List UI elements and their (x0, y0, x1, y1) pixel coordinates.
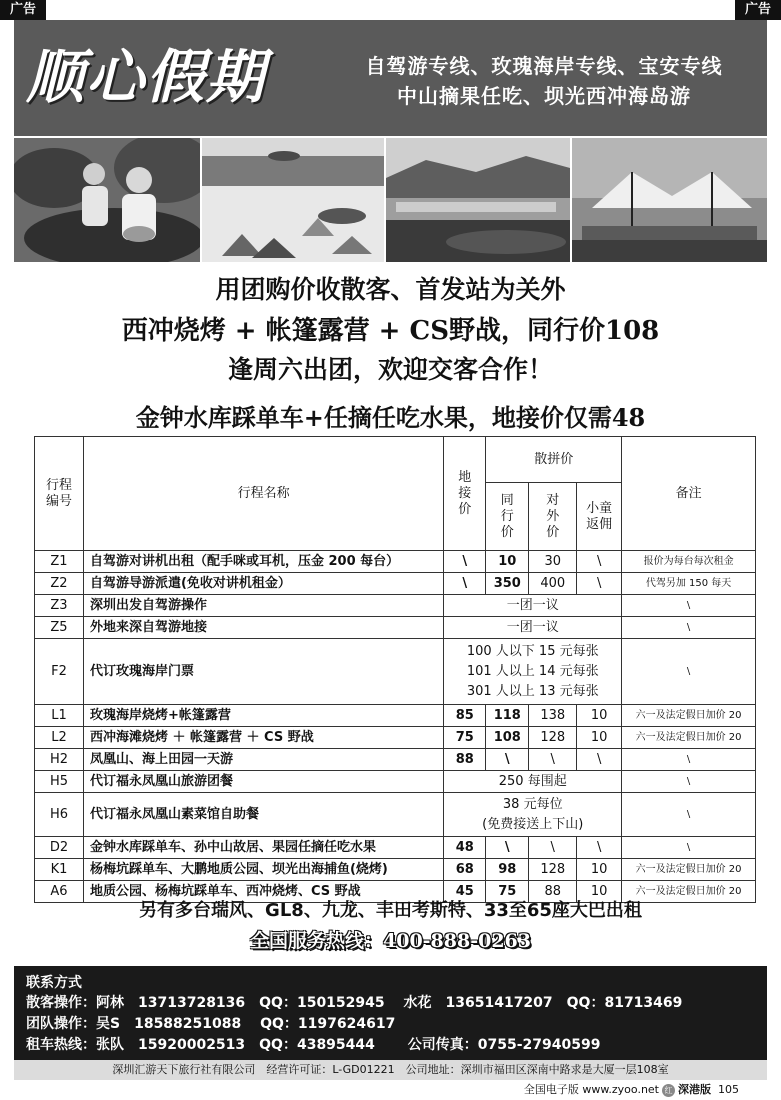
cell-price-merged: 一团一议 (444, 595, 622, 617)
cell-public-price: \ (529, 837, 577, 859)
cell-public-price: 138 (529, 705, 577, 727)
cell-public-price: 88 (529, 881, 577, 903)
cell-note: 六一及法定假日加价 20 (622, 727, 756, 749)
contact-title: 联系方式 (26, 975, 82, 991)
hotline: 全国服务热线：400-888-0263 (250, 930, 531, 952)
table-row (35, 617, 756, 639)
cell-note: 六一及法定假日加价 20 (622, 859, 756, 881)
photo-beach-camping (202, 138, 384, 262)
cell-code: Z5 (35, 617, 84, 639)
cell-kid-rebate: 10 (577, 727, 622, 749)
cell-local-price: \ (444, 551, 486, 573)
cell-public-price: 128 (529, 859, 577, 881)
table-row (35, 749, 756, 771)
page-number: 105 (718, 1083, 739, 1096)
cell-kid-rebate: 10 (577, 705, 622, 727)
site-url[interactable]: 全国电子版 www.zyoo.net (523, 1083, 659, 1096)
cell-local-price: 75 (444, 727, 486, 749)
company-info: 深圳汇游天下旅行社有限公司 经营许可证：L-GD01221 公司地址：深圳市福田区深南中路求是大厦一层108室 (14, 1060, 767, 1080)
header-public-price: 对外价 (529, 483, 577, 551)
cell-local-price: 85 (444, 705, 486, 727)
cell-peer-price: \ (486, 749, 529, 771)
table-row (35, 793, 756, 837)
cell-name: 玫瑰海岸烧烤+帐篷露营 (83, 705, 443, 727)
cell-kid-rebate: \ (577, 749, 622, 771)
itinerary-table (34, 436, 756, 903)
cell-note: \ (622, 595, 756, 617)
contact-rental: 租车热线：张队 15920002513 QQ：43895444 公司传真：0755-27940599 (26, 1037, 601, 1053)
red-logo-icon: 红 (662, 1084, 675, 1097)
cell-code: F2 (35, 639, 84, 705)
table-row (35, 771, 756, 793)
cell-local-price: 88 (444, 749, 486, 771)
headline-saturday: 逢周六出团，欢迎交客合作！ (227, 355, 553, 384)
headline-jinzhong-offer: 金钟水库踩单车+任摘任吃水果，地接价仅需48 (135, 403, 646, 432)
cell-name: 外地来深自驾游地接 (83, 617, 443, 639)
cell-name: 自驾游对讲机出租（配手咪或耳机，压金 200 每台） (83, 551, 443, 573)
cell-public-price: 400 (529, 573, 577, 595)
cell-peer-price: 10 (486, 551, 529, 573)
ad-label-right: 广告 (735, 0, 781, 20)
cell-kid-rebate: \ (577, 573, 622, 595)
table-row (35, 837, 756, 859)
price-line: 100 人以下 15 元每张 (466, 643, 599, 659)
photo-fruit-picking (14, 138, 200, 262)
cell-local-price: 68 (444, 859, 486, 881)
price-line: (免费接送上下山) (482, 816, 584, 832)
cell-note: \ (622, 771, 756, 793)
cell-name: 代订福永凤凰山素菜馆自助餐 (83, 793, 443, 837)
cell-name: 地质公园、杨梅坑踩单车、西冲烧烤、CS 野战 (83, 881, 443, 903)
cell-local-price: 48 (444, 837, 486, 859)
cell-peer-price: 98 (486, 859, 529, 881)
price-line: 301 人以上 13 元每张 (466, 683, 599, 699)
ad-label-left: 广告 (0, 0, 46, 20)
cell-note: \ (622, 639, 756, 705)
cell-kid-rebate: 10 (577, 881, 622, 903)
rental-note: 另有多台瑞风、GL8、九龙、丰田考斯特、33至65座大巴出租 (139, 900, 642, 921)
cell-code: L2 (35, 727, 84, 749)
cell-public-price: 30 (529, 551, 577, 573)
cell-note: \ (622, 793, 756, 837)
cell-note: 六一及法定假日加价 20 (622, 881, 756, 903)
edition-label: 深港版 (678, 1083, 711, 1096)
cell-peer-price: 75 (486, 881, 529, 903)
cell-local-price: \ (444, 573, 486, 595)
cell-note: 代驾另加 150 每天 (622, 573, 756, 595)
photo-tent-pavilion (572, 138, 767, 262)
table-row (35, 705, 756, 727)
contact-panel (14, 966, 767, 1080)
cell-code: L1 (35, 705, 84, 727)
cell-code: H5 (35, 771, 84, 793)
contact-team: 团队操作：吴S 18588251088 QQ：1197624617 (26, 1016, 396, 1032)
table-row (35, 595, 756, 617)
table-row (35, 639, 756, 705)
cell-kid-rebate: 10 (577, 859, 622, 881)
price-line: 38 元每位 (502, 796, 563, 812)
banner-tagline-1: 自驾游专线、玫瑰海岸专线、宝安专线 (365, 54, 723, 78)
header-group-price: 散拼价 (486, 437, 622, 483)
headline-xichong-offer: 西冲烧烤 + 帐篷露营 + CS野战，同行价108 (121, 316, 660, 346)
cell-code: K1 (35, 859, 84, 881)
cell-code: Z2 (35, 573, 84, 595)
headline-group-price: 用团购价收散客、首发站为关外 (215, 275, 566, 304)
cell-price-merged: 250 每围起 (444, 771, 622, 793)
cell-note: \ (622, 837, 756, 859)
cell-note: 六一及法定假日加价 20 (622, 705, 756, 727)
cell-code: H2 (35, 749, 84, 771)
table-row (35, 727, 756, 749)
contact-retail: 散客操作：阿林 13713728136 QQ：150152945 水花 13651417207 QQ：81713469 (26, 995, 683, 1011)
cell-price-merged: 一团一议 (444, 617, 622, 639)
cell-code: Z3 (35, 595, 84, 617)
header-name: 行程名称 (83, 437, 443, 551)
cell-code: Z1 (35, 551, 84, 573)
photo-strip (14, 138, 767, 262)
cell-name: 西冲海滩烧烤 ＋ 帐篷露营 ＋ CS 野战 (83, 727, 443, 749)
cell-note: \ (622, 617, 756, 639)
cell-public-price: 128 (529, 727, 577, 749)
table-row (35, 573, 756, 595)
photo-coastal-village (386, 138, 570, 262)
cell-name: 自驾游导游派遣(免收对讲机租金） (83, 573, 443, 595)
header-kid-rebate: 小童返佣 (577, 483, 622, 551)
cell-code: D2 (35, 837, 84, 859)
cell-peer-price: 118 (486, 705, 529, 727)
cell-peer-price: \ (486, 837, 529, 859)
table-row (35, 551, 756, 573)
cell-kid-rebate: \ (577, 837, 622, 859)
header-note: 备注 (622, 437, 756, 551)
cell-code: A6 (35, 881, 84, 903)
cell-note: \ (622, 749, 756, 771)
cell-price-merged (444, 639, 622, 705)
cell-local-price: 45 (444, 881, 486, 903)
header-peer-price: 同行价 (486, 483, 529, 551)
price-line: 101 人以上 14 元每张 (466, 663, 599, 679)
cell-name: 代订玫瑰海岸门票 (83, 639, 443, 705)
cell-name: 深圳出发自驾游操作 (83, 595, 443, 617)
cell-peer-price: 350 (486, 573, 529, 595)
cell-note: 报价为每台每次租金 (622, 551, 756, 573)
page-footer (524, 1083, 739, 1097)
cell-public-price: \ (529, 749, 577, 771)
cell-price-merged (444, 793, 622, 837)
banner-tagline-2: 中山摘果任吃、坝光西冲海岛游 (397, 84, 691, 108)
header-banner (14, 20, 767, 136)
cell-kid-rebate: \ (577, 551, 622, 573)
table-row (35, 859, 756, 881)
brand-logo-text: 顺心假期 (26, 43, 267, 111)
cell-code: H6 (35, 793, 84, 837)
header-code: 行程编号 (35, 437, 84, 551)
cell-name: 杨梅坑踩单车、大鹏地质公园、坝光出海捕鱼(烧烤) (83, 859, 443, 881)
cell-name: 凤凰山、海上田园一天游 (83, 749, 443, 771)
cell-peer-price: 108 (486, 727, 529, 749)
cell-name: 金钟水库踩单车、孙中山故居、果园任摘任吃水果 (83, 837, 443, 859)
header-local-price: 地接价 (444, 437, 486, 551)
cell-name: 代订福永凤凰山旅游团餐 (83, 771, 443, 793)
